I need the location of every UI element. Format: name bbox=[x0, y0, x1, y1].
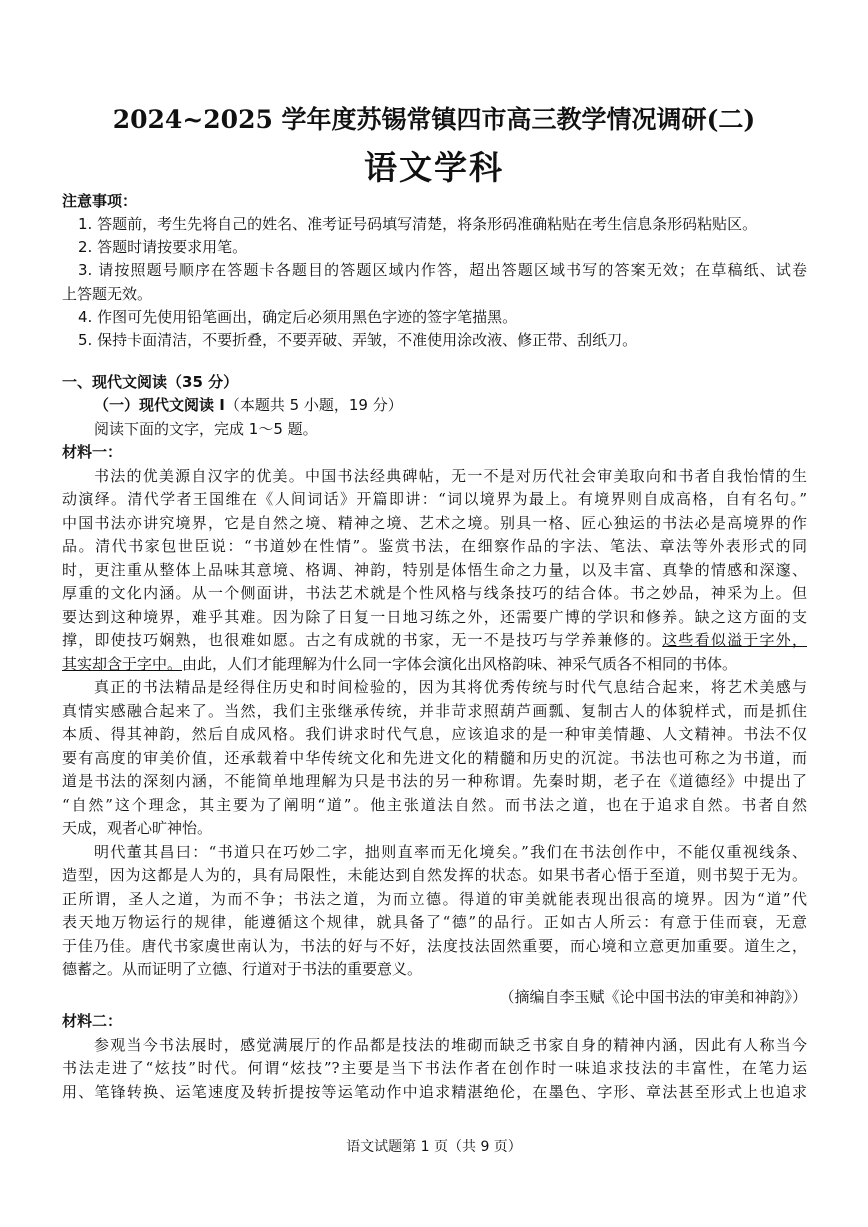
notice-item-continued: 上答题无效。 bbox=[62, 285, 153, 303]
material-1-line: 明代董其昌曰：“书道只在巧妙二字，拙则直率而无化境矣。”我们在书法创作中，不能仅重视线条、 bbox=[94, 843, 807, 861]
sub-section-heading-detail: （本题共 5 小题，19 分） bbox=[224, 396, 403, 414]
material-1-line: 道是书法的深刻内涵，不能简单地理解为只是书法的另一种称谓。先秦时期，老子在《道德经》中提出了 bbox=[62, 772, 807, 790]
underlined-sentence-part-2: 其实却含于字中。 bbox=[62, 655, 183, 673]
material-2-line: 用、笔锋转换、运笔速度及转折提按等运笔动作中追求精湛绝伦，在墨色、字形、章法甚至形式上也追求 bbox=[62, 1083, 807, 1101]
notice-item: 1. 答题前，考生先将自己的姓名、准考证号码填写清楚，将条形码准确粘贴在考生信息条形码粘贴区。 bbox=[78, 215, 758, 233]
material-1-line: 品。清代书家包世臣说：“书道妙在性情”。鉴赏书法，在细察作品的字法、笔法、章法等外表形式的同 bbox=[62, 537, 807, 555]
notice-item: 2. 答题时请按要求用笔。 bbox=[78, 238, 248, 256]
subject-title: 语文学科 bbox=[364, 148, 504, 187]
notice-item: 4. 作图可先使用铅笔画出，确定后必须用黑色字迹的签字笔描黑。 bbox=[78, 308, 518, 326]
material-1-line: 书法的优美源自汉字的优美。中国书法经典碑帖，无一不是对历代社会审美取向和书者自我怡情的生 bbox=[94, 467, 807, 485]
reading-instruction: 阅读下面的文字，完成 1～5 题。 bbox=[94, 420, 318, 438]
material-2-line: 书法走进了“炫技”时代。何谓“炫技”?主要是当下书法作者在创作时一味追求技法的丰富性，在笔力运 bbox=[62, 1059, 807, 1077]
material-1-line: 天成，观者心旷神怡。 bbox=[62, 819, 213, 837]
material-1-text: 撑，即使技巧娴熟，也很难如愿。古之有成就的书家，无一不是技巧与学养兼修的。 bbox=[62, 631, 663, 649]
material-1-line: “自然”这个理念，其主要为了阐明“道”。他主张道法自然。而书法之道，也在于追求自然。书者自然 bbox=[62, 796, 807, 814]
material-1-line: 要有高度的审美价值，还承载着中华传统文化和先进文化的精髓和历史的沉淀。书法也可称之为书道，而 bbox=[62, 749, 807, 767]
material-2-line: 参观当今书法展时，感觉满展厅的作品都是技法的堆砌而缺乏书家自身的精神内涵，因此有人称当今 bbox=[94, 1036, 807, 1054]
underlined-sentence-part-1: 这些看似溢于字外， bbox=[662, 631, 807, 649]
material-1-line: 造型，因为这都是人为的，具有局限性，未能达到自然发挥的状态。如果书者心悟于至道，则书契于无为。 bbox=[62, 866, 807, 884]
material-1-line: 于佳乃佳。唐代书家虞世南认为，书法的好与不好，法度技法固然重要，而心境和立意更加重要。道生之， bbox=[62, 937, 807, 955]
material-1-line: 要达到这种境界，难乎其难。因为除了日复一日地习练之外，还需要广博的学识和修养。缺之这方面的支 bbox=[62, 608, 807, 626]
notice-heading: 注意事项： bbox=[62, 192, 138, 210]
material-1-line: 厚重的文化内涵。从一个侧面讲，书法艺术就是个性风格与线条技巧的结合体。书之妙品，神采为上。但 bbox=[62, 584, 807, 602]
material-1-label: 材料一： bbox=[62, 443, 123, 461]
material-1-text: 由此，人们才能理解为什么同一字体会演化出风格韵味、神采气质各不相同的书体。 bbox=[182, 655, 738, 673]
material-1-line: 真正的书法精品是经得住历史和时间检验的，因为其将优秀传统与时代气息结合起来，将艺术美感与 bbox=[94, 678, 807, 696]
material-2-label: 材料二： bbox=[62, 1012, 123, 1030]
material-1-line: 本质、得其神韵，然后自成风格。我们讲求时代气息，应该追求的是一种审美情趣、人文精神。书法不仅 bbox=[62, 725, 807, 743]
material-1-line: 德蓄之。从而证明了立德、行道对于书法的重要意义。 bbox=[62, 960, 423, 978]
material-1-line bbox=[62, 629, 807, 651]
sub-section-heading-bold: （一）现代文阅读 I bbox=[94, 396, 225, 414]
material-1-source: （摘编自李玉赋《论中国书法的审美和神韵》） bbox=[499, 988, 807, 1006]
material-1-line: 真情实感融合起来了。当然，我们主张继承传统，并非苛求照葫芦画瓢、复制古人的体貌样式，而是抓住 bbox=[62, 702, 807, 720]
material-1-line bbox=[62, 653, 807, 675]
section-heading: 一、现代文阅读（35 分） bbox=[62, 373, 239, 391]
material-1-line: 动演绎。清代学者王国维在《人间词话》开篇即讲：“词以境界为最上。有境界则自成高格，自有名句。” bbox=[62, 490, 807, 508]
material-1-line: 表天地万物运行的规律，能遵循这个规律，就具备了“德”的品行。正如古人所云：有意于佳而衰，无意 bbox=[62, 913, 807, 931]
notice-item: 5. 保持卡面清洁，不要折叠，不要弄破、弄皱，不准使用涂改液、修正带、刮纸刀。 bbox=[78, 331, 638, 349]
notice-item: 3. 请按照题号顺序在答题卡各题目的答题区域内作答，超出答题区域书写的答案无效；在草稿纸、试卷 bbox=[78, 261, 807, 279]
material-1-line: 中国书法亦讲究境界，它是自然之境、精神之境、艺术之境。别具一格、匠心独运的书法必是高境界的作 bbox=[62, 514, 807, 532]
material-1-line: 正所谓，圣人之道，为而不争；书法之道，为而立德。得道的审美就能表现出很高的境界。因为“道”代 bbox=[62, 890, 807, 908]
sub-section-heading bbox=[94, 394, 807, 416]
exam-title: 2024~2025 学年度苏锡常镇四市高三教学情况调研(二) bbox=[112, 105, 756, 134]
page-footer: 语文试题第 1 页（共 9 页） bbox=[346, 1139, 522, 1155]
material-1-line: 时，更注重从整体上品味其意境、格调、神韵，特别是体悟生命之力量，以及丰富、真挚的情感和深邃、 bbox=[62, 561, 807, 579]
